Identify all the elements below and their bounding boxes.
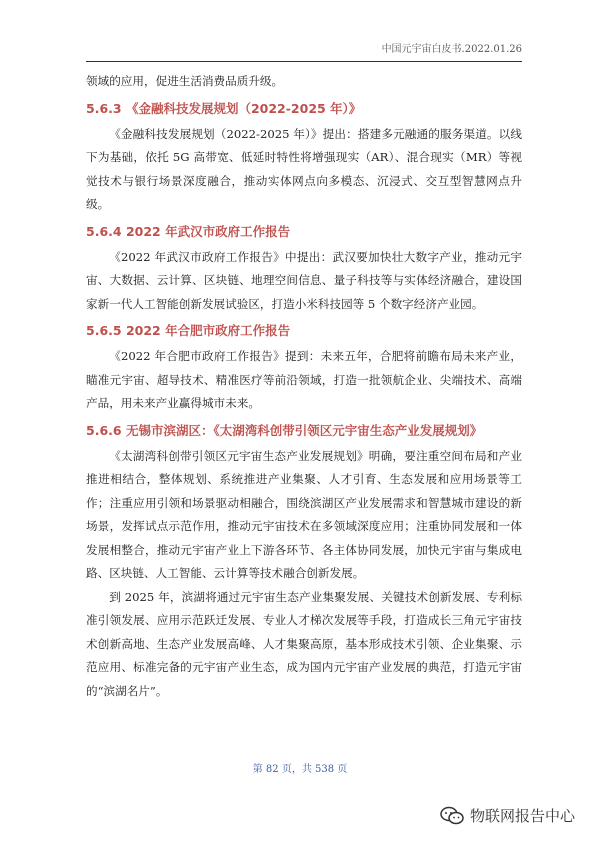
page-number: 第 82 页，共 538 页 [252,764,348,775]
wechat-icon [440,806,464,826]
source-watermark [440,805,575,826]
paragraph-fintech-plan: 《金融科技发展规划（2022-2025 年）》提出：搭建多元融通的服务渠道。以线下为基础，依托 5G 高带宽、低延时特性将增强现实（AR）、混合现实（MR）等视觉技术与银行场景深度融合，推动实体网点向多模态、沉浸式、交互型智慧网点升级。 [86,126,522,211]
paragraph-binhu-plan: 《太湖湾科创带引领区元宇宙生态产业发展规划》明确，要注重空间布局和产业推进相结合，整体规划、系统推进产业集聚、人才引育、生态发展和应用场景等工作；注重应用引领和场景驱动相融合，围绕滨湖区产业发展需求和智慧城市建设的新场景，发挥试点示范作用，推动元宇宙技术在多领域深度应用；注重协同发展和一体发展相整合，推动元宇宙产业上下游各环节、各主体协同发展，加快元宇宙与集成电路、区块链、人工智能、云计算等技术融合创新发展。 [86,448,522,580]
watermark-text: 物联网报告中心 [470,807,576,825]
section-heading-5-6-4: 5.6.4 2022 年武汉市政府工作报告 [86,223,291,239]
paragraph-wuhan-report: 《2022 年武汉市政府工作报告》中提出：武汉要加快壮大数字产业，推动元宇宙、大数据、云计算、区块链、地理空间信息、量子科技等与实体经济融合，建设国家新一代人工智能创新发展试验区，打造小米科技园等 5 个数字经济产业园。 [86,249,522,311]
running-header: 中国元宇宙白皮书.2022.01.26 [381,44,522,55]
section-heading-5-6-6: 5.6.6 无锡市滨湖区：《太湖湾科创带引领区元宇宙生态产业发展规划》 [86,422,483,438]
section-heading-5-6-3: 5.6.3 《金融科技发展规划（2022-2025 年）》 [86,100,362,116]
page-content [86,70,522,703]
header-divider [86,61,522,62]
paragraph-binhu-2025: 到 2025 年，滨湖将通过元宇宙生态产业集聚发展、关键技术创新发展、专利标准引领发展、应用示范跃迁发展、专业人才梯次发展等手段，打造成长三角元宇宙技术创新高地、生态产业发展高峰、人才集聚高原，基本形成技术引领、企业集聚、示范应用、标准完备的元宇宙产业生态，成为国内元宇宙产业发展的典范，打造元宇宙的“滨湖名片”。 [86,589,522,698]
section-heading-5-6-5: 5.6.5 2022 年合肥市政府工作报告 [86,323,291,338]
paragraph-hefei-report: 《2022 年合肥市政府工作报告》提到：未来五年，合肥将前瞻布局未来产业，瞄准元宇宙、超导技术、精准医疗等前沿领域，打造一批领航企业、尖端技术、高端产品，用未来产业赢得城市未来。 [86,349,522,410]
paragraph-continuation: 领域的应用，促进生活消费品质升级。 [86,74,284,88]
